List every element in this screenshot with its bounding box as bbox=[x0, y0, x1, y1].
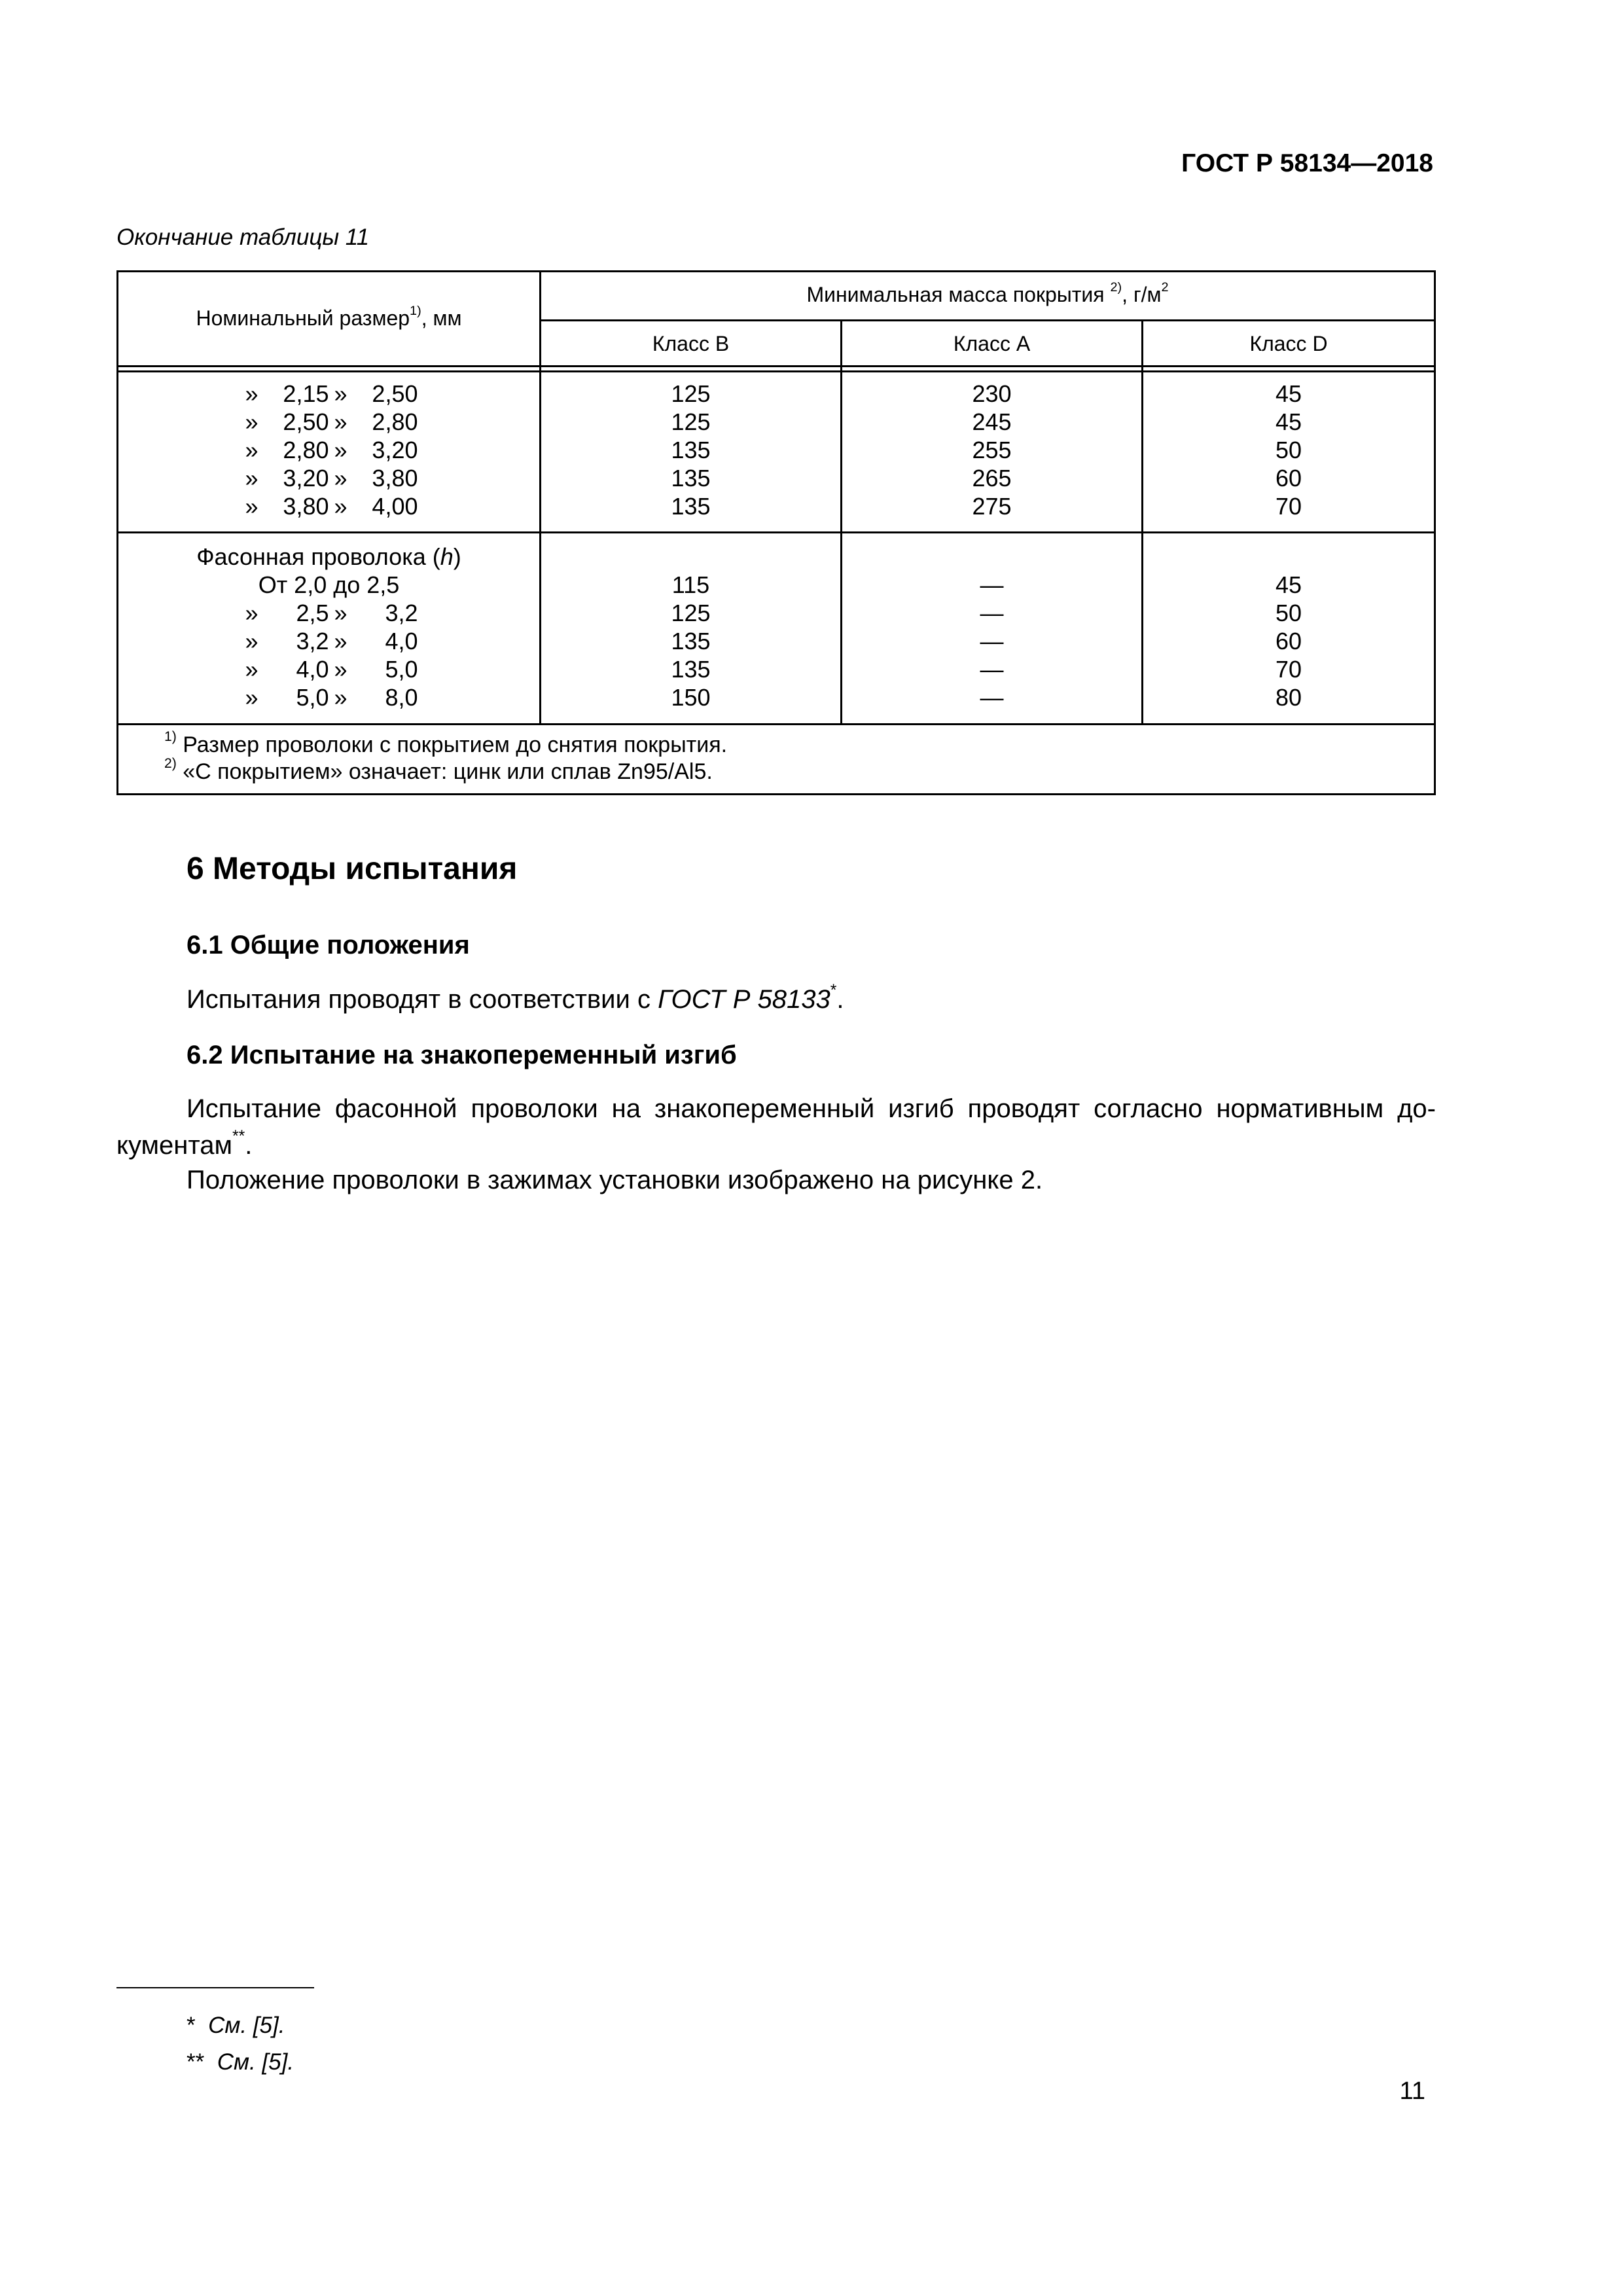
group2-class-b-values: 115 125 135 135 150 bbox=[671, 571, 711, 711]
paragraph-6-2-2: Положение проволоки в зажимах установки изображено на рисунке 2. bbox=[187, 1166, 1043, 1194]
table-caption: Окончание таблицы 11 bbox=[116, 224, 370, 250]
table-row: » 2,5 » 3,2 bbox=[245, 600, 418, 626]
table-note: $^{1)}$ Размер проволоки с покрытием до снятия покрытия. bbox=[164, 729, 728, 757]
table-row: » 2,80 » 3,20 bbox=[245, 437, 418, 463]
table-row: » 4,0 » 5,0 bbox=[245, 656, 418, 683]
group1-class-d-values: 45 45 50 60 70 bbox=[1275, 380, 1302, 520]
document-code: ГОСТ Р 58134—2018 bbox=[1181, 149, 1433, 177]
group2-size-column bbox=[118, 543, 539, 711]
table-row: » 3,20 » 3,80 bbox=[245, 465, 418, 492]
table-notes bbox=[164, 729, 728, 785]
group2-class-a-values: — — — — — bbox=[980, 571, 1004, 711]
header-nominal-size: Номинальный размер$^{1)}$, мм bbox=[196, 304, 462, 330]
group2-title: Фасонная проволока ( h ) bbox=[196, 543, 461, 570]
header-class-a: Класс А bbox=[953, 332, 1031, 355]
footnote: * См. [5]. bbox=[187, 2013, 285, 2038]
notes-divider bbox=[118, 723, 1434, 725]
subsection-heading-6-2: 6.2 Испытание на знакопеременный изгиб bbox=[187, 1041, 737, 1069]
header-class-d: Класс D bbox=[1249, 332, 1328, 355]
group1-size-column bbox=[118, 380, 539, 520]
group1-class-a-values: 230 245 255 265 275 bbox=[972, 380, 1012, 520]
coating-mass-table bbox=[116, 270, 1436, 795]
table-row: » 3,80 » 4,00 bbox=[245, 493, 418, 520]
group1-class-b-values: 125 125 135 135 135 bbox=[671, 380, 711, 520]
table-row: От 2,0 до 2,5 bbox=[258, 571, 400, 598]
table-row: » 5,0 » 8,0 bbox=[245, 684, 418, 711]
header-mid-rule bbox=[539, 319, 1434, 321]
subsection-heading-6-1: 6.1 Общие положения bbox=[187, 931, 470, 960]
header-class-b: Класс B bbox=[652, 332, 730, 355]
group2-class-d-values: 45 50 60 70 80 bbox=[1275, 571, 1302, 711]
paragraph-6-2-1: Испытание фасонной проволоки на знакопеременный изгиб проводят согласно нормативным до- кументам**. bbox=[116, 1094, 1436, 1160]
table-row: » 2,50 » 2,80 bbox=[245, 408, 418, 435]
header-bottom-rule-double bbox=[118, 370, 1434, 372]
footnote: ** См. [5]. bbox=[187, 2049, 294, 2075]
group-divider bbox=[118, 531, 1434, 533]
page-number: 11 bbox=[1399, 2077, 1425, 2105]
footnote-separator bbox=[116, 1987, 314, 1988]
table-note: $^{2)}$ «С покрытием» означает: цинк или сплав Zn95/Al5. bbox=[164, 756, 713, 784]
table-row: » 2,15 » 2,50 bbox=[245, 380, 418, 407]
header-min-coating-mass: Минимальная масса покрытия $^{2)}$, $г/м^2$ bbox=[806, 280, 1169, 306]
header-bottom-rule bbox=[118, 365, 1434, 367]
table-row: » 3,2 » 4,0 bbox=[245, 628, 418, 655]
paragraph-6-1: Испытания проводят в соответствии с ГОСТ Р 58133*. bbox=[187, 981, 844, 1014]
section-heading: 6 Методы испытания bbox=[187, 852, 518, 886]
